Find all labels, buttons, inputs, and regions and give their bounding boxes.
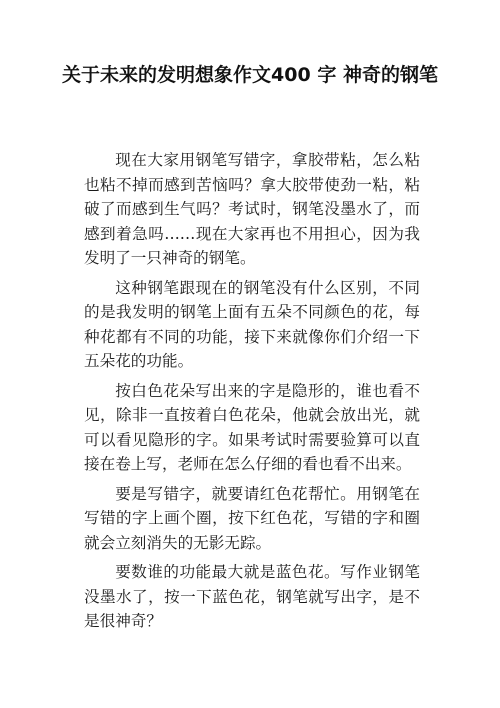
document-body xyxy=(84,148,420,639)
paragraph-5: 要数谁的功能最大就是蓝色花。写作业钢笔没墨水了，按一下蓝色花，钢笔就写出字，是不是很神奇？ xyxy=(84,563,420,630)
document-title: 关于未来的发明想象作文400 字 神奇的钢笔 xyxy=(62,64,438,86)
paragraph-4: 要是写错字，就要请红色花帮忙。用钢笔在写错的字上画个圈，按下红色花，写错的字和圈就会立刻消失的无影无踪。 xyxy=(84,484,420,552)
paragraph-3: 按白色花朵写出来的字是隐形的，谁也看不见，除非一直按着白色花朵，他就会放出光，就可以看见隐形的字。如果考试时需要验算可以直接在卷上写，老师在怎么仔细的看也看不出来。 xyxy=(84,381,420,473)
paragraph-1: 现在大家用钢笔写错字，拿胶带粘，怎么粘也粘不掉而感到苦恼吗？拿大胶带使劲一粘，粘破了而感到生气吗？考试时，钢笔没墨水了，而感到着急吗……现在大家再也不用担心，因为我发明了一只神奇的钢笔。 xyxy=(84,151,420,267)
paragraph-2: 这种钢笔跟现在的钢笔没有什么区别，不同的是我发明的钢笔上面有五朵不同颜色的花，每种花都有不同的功能，接下来就像你们介绍一下五朵花的功能。 xyxy=(84,278,420,370)
